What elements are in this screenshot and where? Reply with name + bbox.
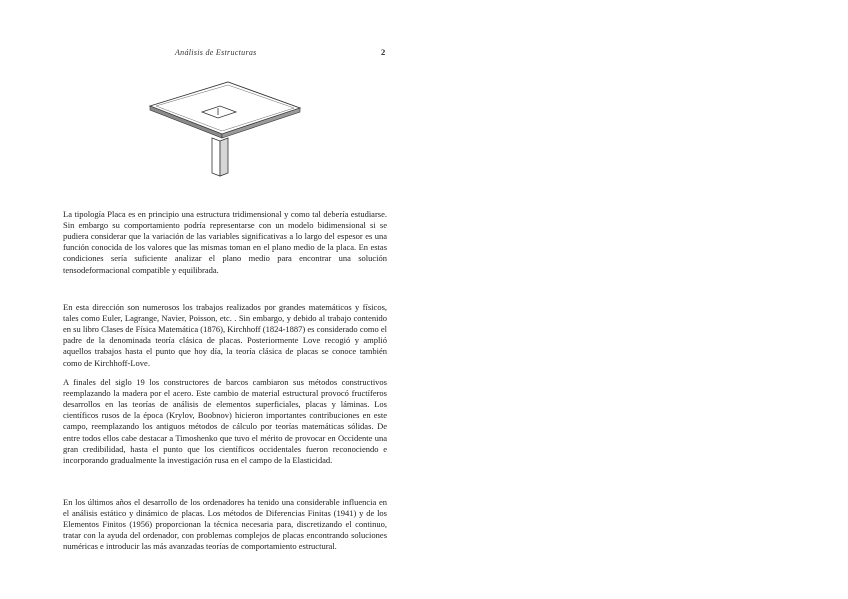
paragraph-shipbuilding: A finales del siglo 19 los constructores de barcos cambiaron sus métodos constructivos reemplazando la madera por el acero. Este cambio de material estructural provocó fructíferos desarrollos en las teorías de análisis de elementos superficiales, placas y láminas. Los científicos rusos de la época (Krylov, Boobnov) hicieron importantes contribuciones en este campo, reemplazando los antiguos métodos de cálculo por teorías matemáticas sólidas. De entre todos ellos cabe destacar a Timoshenko que tuvo el mérito de provocar en Occidente una gran credibilidad, hasta el punto que los científicos occidentales fueron reconociendo e incorporando gradualmente la investigación rusa en el campo de la Elasticidad.	[63, 376, 387, 465]
column-front-right	[220, 138, 228, 176]
running-title: Análisis de Estructuras	[175, 48, 257, 57]
paragraph-classical-theory: En esta dirección son numerosos los trabajos realizados por grandes matemáticos y físicos, tales como Euler, Lagrange, Navier, Poisson, etc. . Sin embargo, y debido al trabajo contenido en su libro Clases de Física Matemática (1876), Kirchhoff (1824-1887) es considerado como el padre de la denominada teoría clásica de placas. Posteriormente Love recogió y amplió aquellos trabajos hasta el punto que hoy día, la teoría clásica de placas se conoce también como de Kirchhoff-Love.	[63, 301, 387, 368]
page-number: 2	[381, 47, 386, 57]
plate-on-column-figure	[140, 78, 310, 188]
paragraph-numerical-methods: En los últimos años el desarrollo de los ordenadores ha tenido una considerable influencia en el análisis estático y dinámico de placas. Los métodos de Diferencias Finitas (1941) y de los Elementos Finitos (1956) proporcionan la técnica necesaria para, discretizando el continuo, tratar con la ayuda del ordenador, con problemas complejos de placas encontrando soluciones numéricas e introducir las más avanzadas teorías de comportamiento estructural.	[63, 496, 387, 552]
paragraph-plate-typology: La tipología Placa es en principio una estructura tridimensional y como tal debería estudiarse. Sin embargo su comportamiento podría representarse con un modelo bidimensional si se pudiera considerar que la variación de las variables significativas a lo largo del espesor es una función conocida de los valores que las mismas toman en el plano medio de la placa. En estas condiciones sería suficiente analizar el plano medio para encontrar una solución tensodeformacional compatible y equilibrada.	[63, 208, 387, 275]
column-front-left	[212, 138, 220, 176]
